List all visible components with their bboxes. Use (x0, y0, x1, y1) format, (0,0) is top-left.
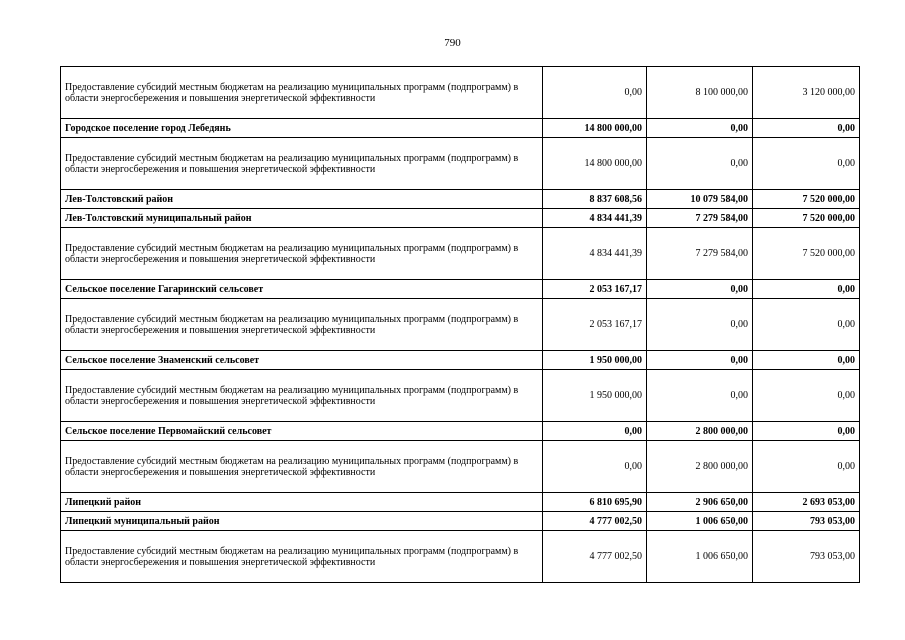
row-value-3: 0,00 (753, 370, 860, 422)
table-row (61, 209, 860, 228)
row-value-1: 1 950 000,00 (543, 370, 647, 422)
table-row (61, 138, 860, 190)
row-value-2: 2 800 000,00 (647, 422, 753, 441)
row-name: Сельское поселение Первомайский сельсовет (61, 422, 543, 441)
row-name: Предоставление субсидий местным бюджетам на реализацию муниципальных программ (подпрограмм) в области энергосбережения и повышения энергетической эффективности (61, 370, 543, 422)
row-name: Предоставление субсидий местным бюджетам на реализацию муниципальных программ (подпрограмм) в области энергосбережения и повышения энергетической эффективности (61, 228, 543, 280)
table-row (61, 280, 860, 299)
row-name: Предоставление субсидий местным бюджетам на реализацию муниципальных программ (подпрограмм) в области энергосбережения и повышения энергетической эффективности (61, 531, 543, 583)
row-value-1: 1 950 000,00 (543, 351, 647, 370)
row-value-1: 0,00 (543, 67, 647, 119)
row-value-3: 0,00 (753, 138, 860, 190)
row-value-3: 0,00 (753, 441, 860, 493)
row-value-3: 7 520 000,00 (753, 228, 860, 280)
row-value-1: 4 834 441,39 (543, 209, 647, 228)
row-value-3: 0,00 (753, 351, 860, 370)
table-row (61, 531, 860, 583)
row-value-2: 0,00 (647, 138, 753, 190)
row-name: Предоставление субсидий местным бюджетам на реализацию муниципальных программ (подпрограмм) в области энергосбережения и повышения энергетической эффективности (61, 67, 543, 119)
table-row (61, 299, 860, 351)
row-value-3: 3 120 000,00 (753, 67, 860, 119)
row-name: Лев-Толстовский район (61, 190, 543, 209)
row-name: Лев-Толстовский муниципальный район (61, 209, 543, 228)
row-value-1: 0,00 (543, 441, 647, 493)
page-number: 790 (444, 37, 461, 49)
row-value-2: 2 906 650,00 (647, 493, 753, 512)
row-value-2: 0,00 (647, 299, 753, 351)
table-row (61, 370, 860, 422)
row-value-3: 7 520 000,00 (753, 190, 860, 209)
row-value-1: 14 800 000,00 (543, 138, 647, 190)
table-row (61, 67, 860, 119)
row-name: Предоставление субсидий местным бюджетам на реализацию муниципальных программ (подпрограмм) в области энергосбережения и повышения энергетической эффективности (61, 441, 543, 493)
row-value-1: 2 053 167,17 (543, 280, 647, 299)
row-value-2: 2 800 000,00 (647, 441, 753, 493)
table-row (61, 351, 860, 370)
row-value-3: 793 053,00 (753, 531, 860, 583)
row-value-3: 7 520 000,00 (753, 209, 860, 228)
budget-table-body (61, 67, 860, 583)
row-value-3: 0,00 (753, 280, 860, 299)
row-value-1: 8 837 608,56 (543, 190, 647, 209)
table-row (61, 493, 860, 512)
row-value-1: 4 834 441,39 (543, 228, 647, 280)
row-value-2: 7 279 584,00 (647, 228, 753, 280)
row-value-2: 1 006 650,00 (647, 531, 753, 583)
row-value-2: 1 006 650,00 (647, 512, 753, 531)
table-row (61, 228, 860, 280)
row-value-2: 0,00 (647, 370, 753, 422)
table-row (61, 512, 860, 531)
row-value-3: 0,00 (753, 422, 860, 441)
row-name: Предоставление субсидий местным бюджетам на реализацию муниципальных программ (подпрограмм) в области энергосбережения и повышения энергетической эффективности (61, 138, 543, 190)
table-row (61, 441, 860, 493)
row-value-3: 793 053,00 (753, 512, 860, 531)
row-value-1: 4 777 002,50 (543, 531, 647, 583)
row-name: Городское поселение город Лебедянь (61, 119, 543, 138)
row-value-3: 0,00 (753, 299, 860, 351)
table-row (61, 422, 860, 441)
table-row (61, 119, 860, 138)
row-value-1: 0,00 (543, 422, 647, 441)
row-value-1: 6 810 695,90 (543, 493, 647, 512)
row-value-2: 7 279 584,00 (647, 209, 753, 228)
row-name: Липецкий район (61, 493, 543, 512)
row-value-2: 0,00 (647, 119, 753, 138)
row-value-2: 10 079 584,00 (647, 190, 753, 209)
row-value-2: 0,00 (647, 280, 753, 299)
row-name: Предоставление субсидий местным бюджетам на реализацию муниципальных программ (подпрограмм) в области энергосбережения и повышения энергетической эффективности (61, 299, 543, 351)
row-name: Липецкий муниципальный район (61, 512, 543, 531)
table-row (61, 190, 860, 209)
row-value-1: 14 800 000,00 (543, 119, 647, 138)
row-name: Сельское поселение Гагаринский сельсовет (61, 280, 543, 299)
row-value-3: 2 693 053,00 (753, 493, 860, 512)
row-value-2: 8 100 000,00 (647, 67, 753, 119)
row-value-3: 0,00 (753, 119, 860, 138)
row-value-1: 2 053 167,17 (543, 299, 647, 351)
row-value-2: 0,00 (647, 351, 753, 370)
row-name: Сельское поселение Знаменский сельсовет (61, 351, 543, 370)
budget-table (60, 66, 860, 583)
row-value-1: 4 777 002,50 (543, 512, 647, 531)
